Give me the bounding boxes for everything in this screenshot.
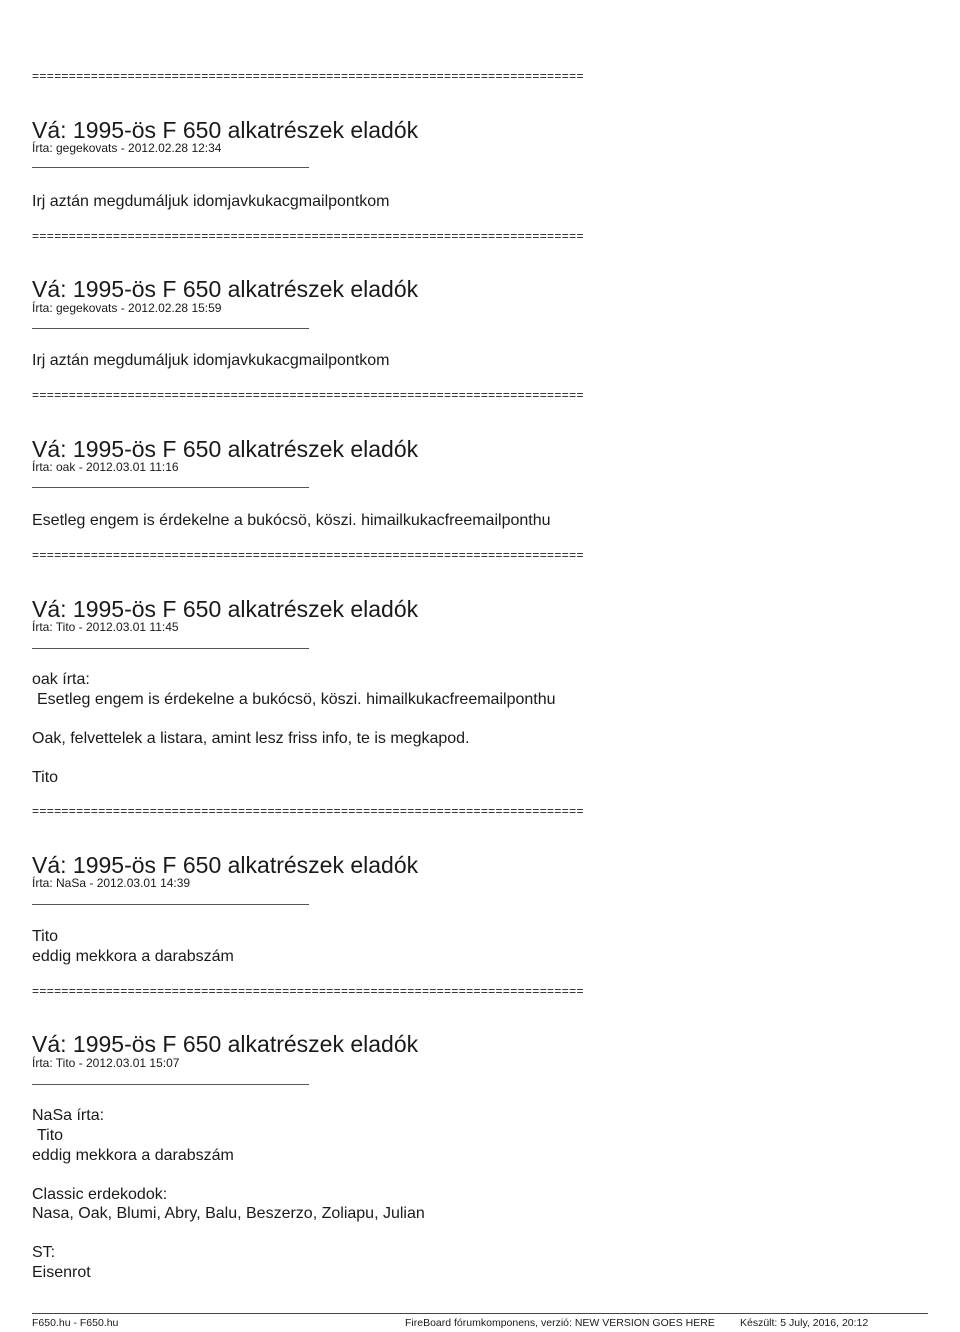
post-meta: Írta: Tito - 2012.03.01 11:45 xyxy=(32,620,179,634)
separator: =========================================================================== xyxy=(32,388,584,402)
divider xyxy=(32,328,309,329)
post-signature: Tito xyxy=(32,769,59,786)
separator: =========================================================================== xyxy=(32,229,584,243)
divider xyxy=(32,648,309,649)
post-title: Vá: 1995-ös F 650 alkatrészek eladók xyxy=(32,117,419,143)
post-body-line: Irj aztán megdumáljuk idomjavkukacgmailpontkom xyxy=(32,352,390,369)
separator: =========================================================================== xyxy=(32,984,584,998)
post-title: Vá: 1995-ös F 650 alkatrészek eladók xyxy=(32,276,419,302)
quote-text: Tito xyxy=(37,1127,64,1144)
footer-component: FireBoard fórumkomponens, verzió: NEW VERSION GOES HERE xyxy=(405,1317,715,1329)
post-body-line: Nasa, Oak, Blumi, Abry, Balu, Beszerzo, Zoliapu, Julian xyxy=(32,1205,425,1222)
divider xyxy=(32,1084,309,1085)
separator: =========================================================================== xyxy=(32,548,584,562)
footer-divider xyxy=(32,1313,928,1314)
divider xyxy=(32,487,309,488)
divider xyxy=(32,167,309,168)
post-body-line: Eisenrot xyxy=(32,1264,91,1281)
post-body-line: Esetleg engem is érdekelne a bukócsö, köszi. himailkukacfreemailponthu xyxy=(32,512,551,529)
post-body-line: Oak, felvettelek a listara, amint lesz friss info, te is megkapod. xyxy=(32,730,470,747)
quote-author: oak írta: xyxy=(32,671,90,688)
post-meta: Írta: gegekovats - 2012.02.28 15:59 xyxy=(32,301,222,315)
separator: =========================================================================== xyxy=(32,69,584,83)
quote-text: Esetleg engem is érdekelne a bukócsö, köszi. himailkukacfreemailponthu xyxy=(37,691,556,708)
post-body-line: Classic erdekodok: xyxy=(32,1186,168,1203)
divider xyxy=(32,904,309,905)
post-title: Vá: 1995-ös F 650 alkatrészek eladók xyxy=(32,852,419,878)
footer-site: F650.hu - F650.hu xyxy=(32,1317,119,1329)
post-body-line: Irj aztán megdumáljuk idomjavkukacgmailpontkom xyxy=(32,193,390,210)
post-meta: Írta: oak - 2012.03.01 11:16 xyxy=(32,460,179,474)
post-title: Vá: 1995-ös F 650 alkatrészek eladók xyxy=(32,596,419,622)
post-body-line: ST: xyxy=(32,1244,56,1261)
footer-generated: Készült: 5 July, 2016, 20:12 xyxy=(740,1317,869,1329)
post-title: Vá: 1995-ös F 650 alkatrészek eladók xyxy=(32,1031,419,1057)
quote-author: NaSa írta: xyxy=(32,1107,105,1124)
post-meta: Írta: gegekovats - 2012.02.28 12:34 xyxy=(32,141,222,155)
post-meta: Írta: NaSa - 2012.03.01 14:39 xyxy=(32,876,191,890)
post-title: Vá: 1995-ös F 650 alkatrészek eladók xyxy=(32,436,419,462)
post-body-line: Tito xyxy=(32,928,59,945)
post-meta: Írta: Tito - 2012.03.01 15:07 xyxy=(32,1056,180,1070)
separator: =========================================================================== xyxy=(32,804,584,818)
quote-text: eddig mekkora a darabszám xyxy=(32,1147,234,1164)
post-body-line: eddig mekkora a darabszám xyxy=(32,948,234,965)
